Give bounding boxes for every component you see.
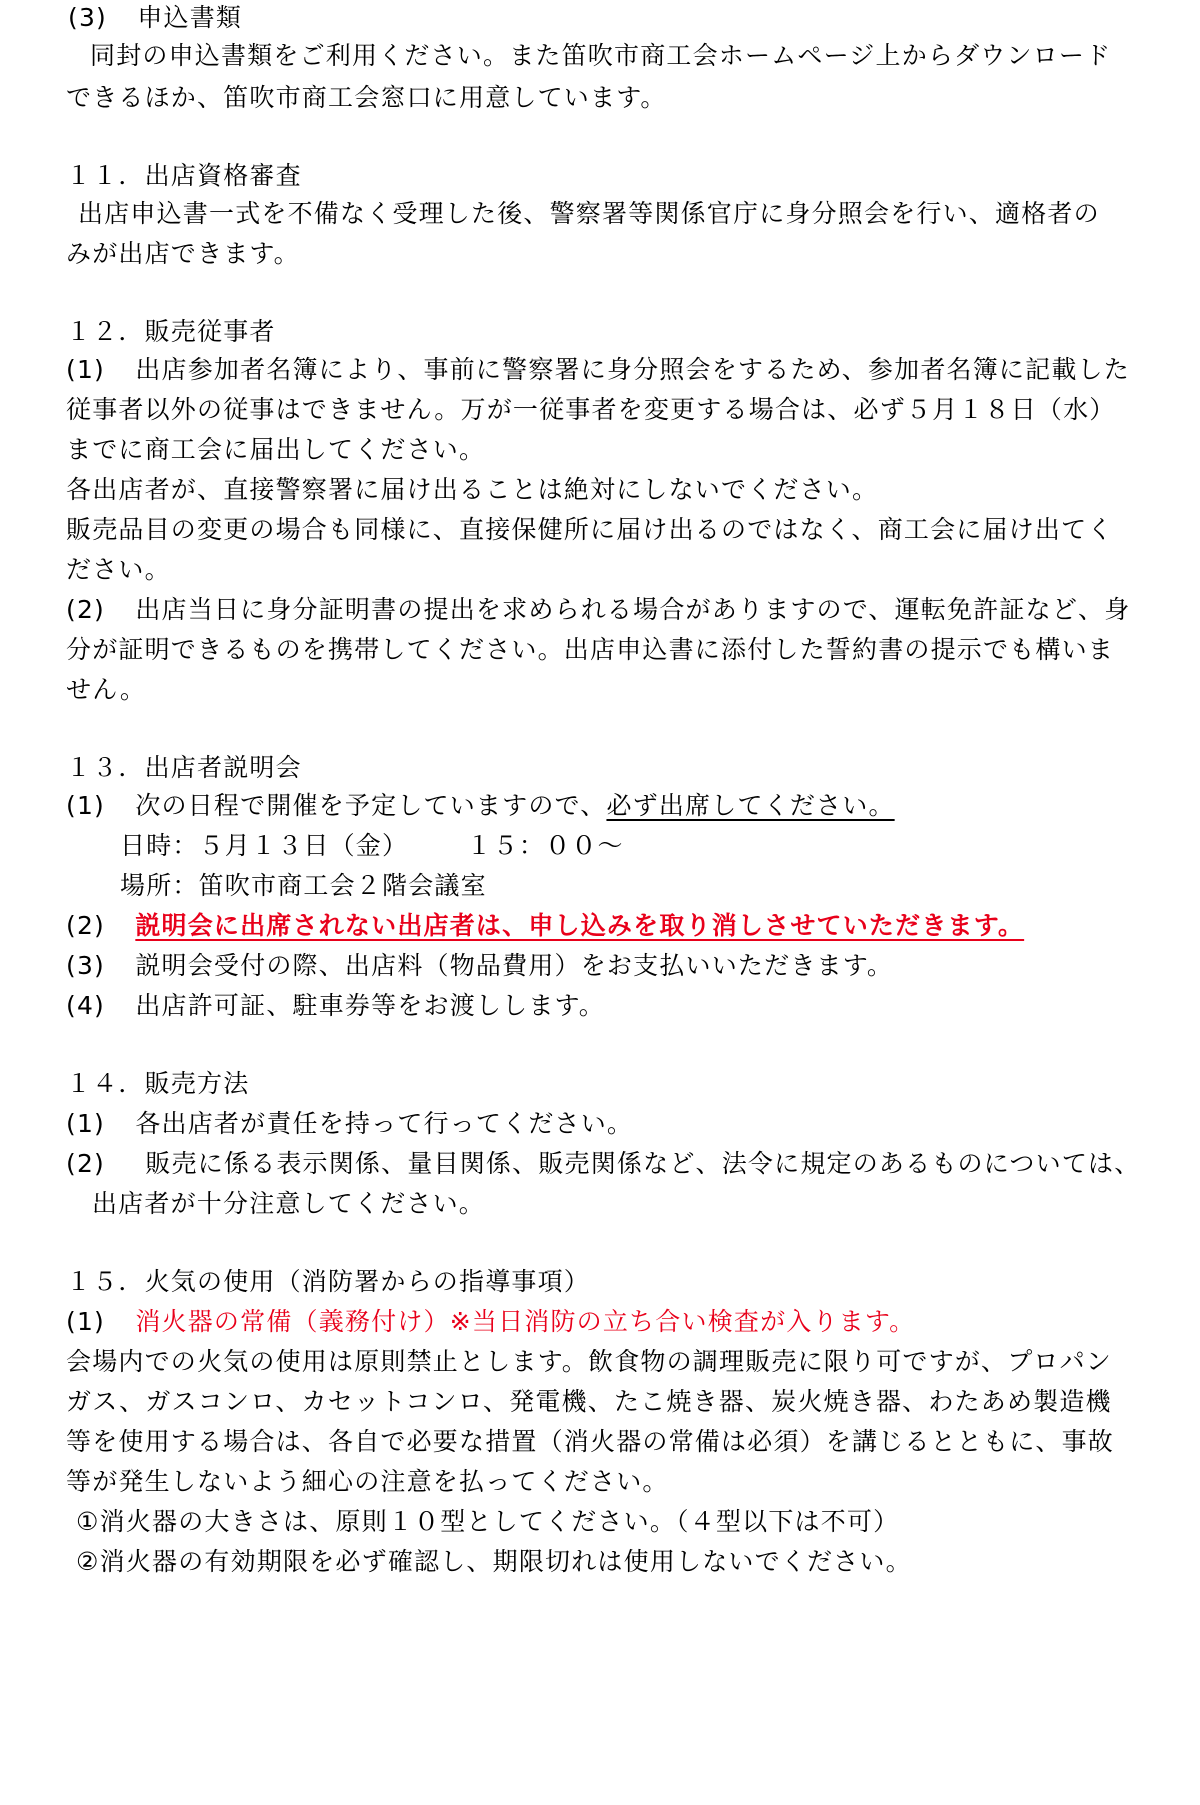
item-label: (2) <box>66 595 106 624</box>
item-label: (1) <box>66 355 106 384</box>
s14-item2-line1 <box>66 1148 1140 1180</box>
item-label: (4) <box>66 991 106 1020</box>
cancellation-warning: 説明会に出席されない出店者は、申し込みを取り消しさせていただきます。 <box>135 911 1025 940</box>
item-label: (2) <box>66 1149 106 1178</box>
s12-item2-line3: せん。 <box>66 675 147 704</box>
s15-heading: １５．火気の使用（消防署からの指導事項） <box>66 1267 591 1296</box>
item-text: 各出店者が責任を持って行ってください。 <box>135 1109 634 1138</box>
item-label: (1) <box>66 791 106 820</box>
s11-heading: １１．出店資格審査 <box>66 161 302 190</box>
s14-item1 <box>66 1108 633 1140</box>
s12-note2-line1: 販売品目の変更の場合も同様に、直接保健所に届け出るのではなく、商工会に届け出てく <box>66 515 1114 544</box>
s12-item1-line2: 従事者以外の従事はできません。万が一従事者を変更する場合は、必ず５月１８日（水） <box>66 395 1116 424</box>
s12-item1-line3: までに商工会に届出してください。 <box>66 435 486 464</box>
attendance-required-emphasis: 必ず出席してください。 <box>606 791 895 820</box>
s12-heading: １２．販売従事者 <box>66 317 276 346</box>
s12-note2-line2: ださい。 <box>66 555 171 584</box>
s13-heading: １３．出店者説明会 <box>66 753 302 782</box>
s13-place: 場所：笛吹市商工会２階会議室 <box>120 871 487 900</box>
item-text: 出店許可証、駐車券等をお渡しします。 <box>135 991 605 1020</box>
item-text: 販売に係る表示関係、量目関係、販売関係など、法令に規定のあるものについては、 <box>145 1149 1141 1178</box>
s13-item3 <box>66 950 893 982</box>
s10-item3-heading <box>68 2 242 34</box>
s12-item2-line1 <box>66 594 1130 626</box>
s14-heading: １４．販売方法 <box>66 1069 250 1098</box>
s12-item2-line2: 分が証明できるものを携帯してください。出店申込書に添付した誓約書の提示でも構いま <box>66 635 1115 664</box>
s15-para-line2: ガス、ガスコンロ、カセットコンロ、発電機、たこ焼き器、炭火焼き器、わたあめ製造機 <box>66 1387 1112 1416</box>
s11-line2: みが出店できます。 <box>66 239 300 268</box>
item-label: (2) <box>66 911 106 940</box>
item-label: (3) <box>66 951 106 980</box>
item-label: (3) <box>68 3 108 32</box>
s12-item1-line1 <box>66 354 1130 386</box>
item-label: (1) <box>66 1109 106 1138</box>
s15-item1 <box>66 1306 915 1338</box>
datetime-time: １５：００～ <box>466 831 624 860</box>
datetime-label: 日時：５月１３日（金） <box>120 831 409 860</box>
s15-para-line1: 会場内での火気の使用は原則禁止とします。飲食物の調理販売に限り可ですが、プロパン <box>66 1347 1113 1376</box>
s13-item1 <box>66 790 895 822</box>
s11-line1: 出店申込書一式を不備なく受理した後、警察署等関係官庁に身分照会を行い、適格者の <box>78 199 1100 228</box>
s15-sub2: ②消火器の有効期限を必ず確認し、期限切れは使用しないでください。 <box>76 1547 912 1576</box>
s15-para-line3: 等を使用する場合は、各自で必要な措置（消火器の常備は必須）を講じるとともに、事故 <box>66 1427 1115 1456</box>
s13-item4 <box>66 990 605 1022</box>
s15-para-line4: 等が発生しないよう細心の注意を払ってください。 <box>66 1467 669 1496</box>
s13-item2 <box>66 910 1024 942</box>
item-title: 申込書類 <box>137 3 243 32</box>
item-text: 出店参加者名簿により、事前に警察署に身分照会をするため、参加者名簿に記載した <box>135 355 1130 384</box>
s13-datetime <box>120 830 624 862</box>
s12-note1: 各出店者が、直接警察署に届け出ることは絶対にしないでください。 <box>66 475 879 504</box>
s14-item2-line2: 出店者が十分注意してください。 <box>92 1189 486 1218</box>
item-text: 出店当日に身分証明書の提出を求められる場合がありますので、運転免許証など、身 <box>135 595 1131 624</box>
item-text: 次の日程で開催を予定していますので、 <box>135 791 607 820</box>
item-text: 説明会受付の際、出店料（物品費用）をお支払いいただきます。 <box>135 951 894 980</box>
s10-line2: できるほか、笛吹市商工会窓口に用意しています。 <box>66 83 667 112</box>
item-label: (1) <box>66 1307 106 1336</box>
s10-line1: 同封の申込書類をご利用ください。また笛吹市商工会ホームページ上からダウンロード <box>90 41 1112 70</box>
extinguisher-requirement: 消火器の常備（義務付け）※当日消防の立ち合い検査が入ります。 <box>135 1307 916 1336</box>
s15-sub1: ①消火器の大きさは、原則１０型としてください。（４型以下は不可） <box>76 1507 900 1536</box>
